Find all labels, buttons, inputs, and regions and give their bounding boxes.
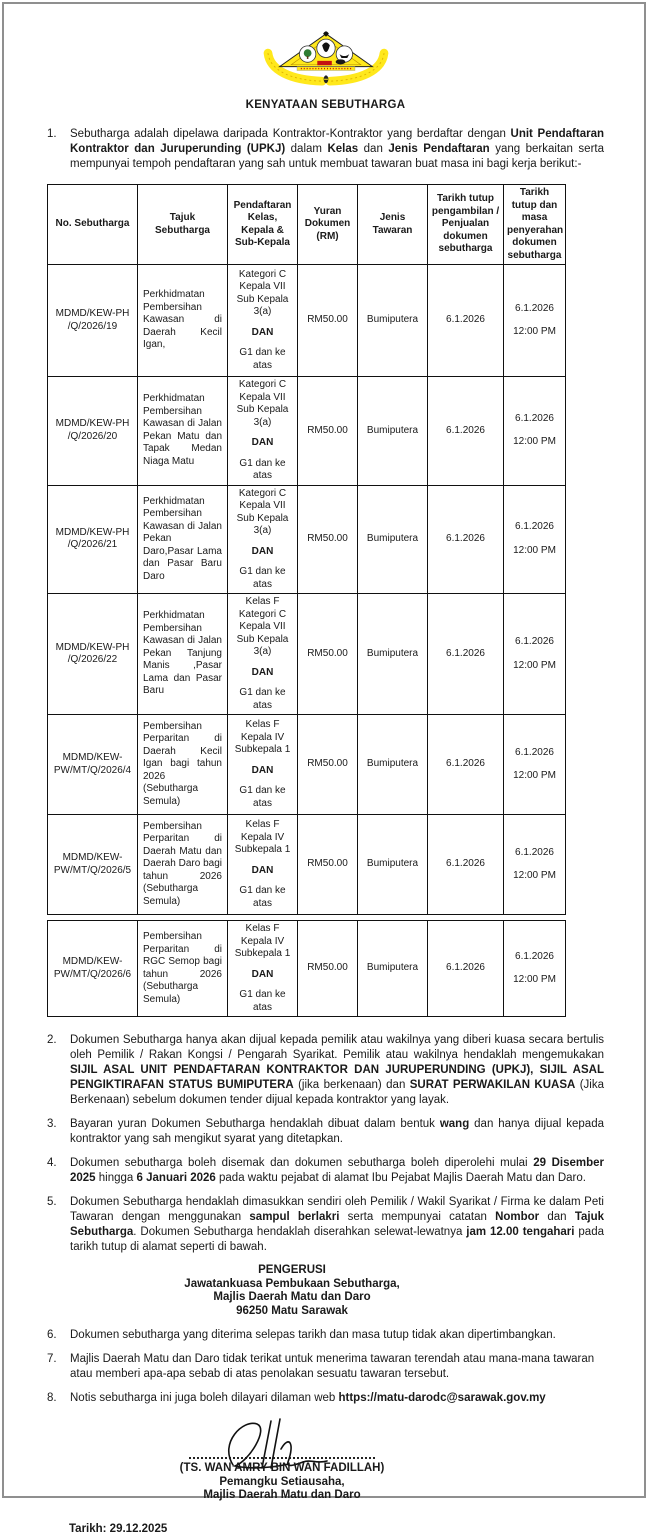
cell-pendaftaran-kelas	[228, 921, 298, 1017]
address-line-3: Majlis Daerah Matu dan Daro	[213, 1291, 371, 1303]
table-row-1	[48, 265, 566, 377]
item-text: Bayaran yuran Dokumen Sebutharga hendaklah dibuat dalam bentuk wang dan hanya dijual kepada kontraktor yang sah mengikut syarat yang ditetapkan.	[70, 1118, 604, 1145]
kelas-line: Kelas F Kepala IV Subkepala 1	[234, 719, 291, 755]
date-line: Tarikh: 29.12.2025	[69, 1522, 168, 1535]
cell-tarikh-penyerahan	[504, 377, 566, 486]
council-crest-icon	[257, 28, 395, 86]
table-header-cell-2: Tajuk Sebutharga	[138, 185, 228, 265]
cell-no-sebutharga: MDMD/KEW-PH /Q/2026/19	[48, 265, 138, 377]
cell-tajuk: Perkhidmatan Pembersihan Kawasan di Daerah Kecil Igan,	[138, 265, 228, 377]
masa-serah: 12:00 PM	[513, 974, 556, 985]
cell-jenis-tawaran: Bumiputera	[358, 715, 428, 815]
table-header-cell-1: No. Sebutharga	[48, 185, 138, 265]
kelas-line: Kelas F Kepala IV Subkepala 1	[234, 923, 291, 959]
kelas-line: Kategori C Kepala VII Sub Kepala 3(a)	[236, 487, 289, 536]
cell-tarikh-jualan: 6.1.2026	[428, 921, 504, 1017]
cell-no-sebutharga: MDMD/KEW-PW/MT/Q/2026/4	[48, 715, 138, 815]
list-item-1	[47, 127, 604, 172]
cell-tajuk: Pembersihan Perparitan di RGC Semop bagi tahun 2026 (Sebutharga Semula)	[138, 921, 228, 1017]
item-number: 4.	[47, 1157, 57, 1169]
cell-yuran: RM50.00	[298, 594, 358, 715]
cell-yuran: RM50.00	[298, 485, 358, 594]
masa-serah: 12:00 PM	[513, 659, 556, 671]
item-text: Dokumen sebutharga boleh disemak dan dokumen sebutharga boleh diperolehi mulai 29 Disember 2025 hingga 6 Januari 2026 pada waktu pejabat di alamat Ibu Pejabat Majlis Daerah Matu dan Daro.	[70, 1157, 605, 1184]
masa-serah: 12:00 PM	[513, 544, 556, 556]
cell-pendaftaran-kelas	[228, 715, 298, 815]
cell-tarikh-penyerahan	[504, 815, 566, 915]
kelas-line: G1 dan ke atas	[239, 566, 286, 590]
masa-serah: 12:00 PM	[513, 770, 556, 781]
kelas-dan: DAN	[251, 326, 274, 338]
cell-tarikh-jualan: 6.1.2026	[428, 715, 504, 815]
cell-jenis-tawaran: Bumiputera	[358, 377, 428, 486]
kelas-line: G1 dan ke atas	[239, 785, 286, 809]
item-text: Notis sebutharga ini juga boleh dilayari dilaman web https://matu-darodc@sarawak.gov.my	[70, 1392, 546, 1404]
table-row-4	[48, 594, 566, 715]
kelas-line: G1 dan ke atas	[239, 885, 286, 909]
address-block	[47, 1264, 537, 1318]
tarikh-serah: 6.1.2026	[515, 636, 554, 647]
cell-yuran: RM50.00	[298, 265, 358, 377]
table-row-5	[48, 715, 566, 815]
table-header-cell-5: Jenis Tawaran	[358, 185, 428, 265]
cell-tarikh-penyerahan	[504, 485, 566, 594]
address-line-1: PENGERUSI	[258, 1264, 326, 1276]
item-number: 3.	[47, 1118, 57, 1130]
item-number: 8.	[47, 1392, 57, 1404]
cell-jenis-tawaran: Bumiputera	[358, 921, 428, 1017]
kelas-line: Kelas F Kepala IV Subkepala 1	[234, 819, 291, 855]
cell-tarikh-penyerahan	[504, 715, 566, 815]
cell-tajuk: Pembersihan Perparitan di Daerah Matu dan Daerah Daro bagi tahun 2026 (Sebutharga Semula)	[138, 815, 228, 915]
tender-table-continued	[47, 920, 566, 1017]
list-item-8	[47, 1391, 604, 1406]
table-header-cell-6: Tarikh tutup pengambilan / Penjualan dokumen sebutharga	[428, 185, 504, 265]
kelas-dan: DAN	[251, 437, 274, 448]
cell-tarikh-penyerahan	[504, 594, 566, 715]
notice-body	[47, 127, 604, 1406]
kelas-line: G1 dan ke atas	[239, 687, 286, 711]
cell-yuran: RM50.00	[298, 715, 358, 815]
item-text: Dokumen sebutharga yang diterima selepas tarikh dan masa tutup tidak akan dipertimbangkan.	[70, 1329, 556, 1341]
cell-pendaftaran-kelas	[228, 377, 298, 486]
list-item-2	[47, 1033, 604, 1108]
table-header-cell-4: Yuran Dokumen (RM)	[298, 185, 358, 265]
kelas-line: G1 dan ke atas	[239, 457, 286, 481]
cell-yuran: RM50.00	[298, 377, 358, 486]
item-number: 5.	[47, 1196, 57, 1208]
cell-pendaftaran-kelas	[228, 594, 298, 715]
page-title: KENYATAAN SEBUTHARGA	[245, 99, 406, 111]
kelas-dan: DAN	[251, 764, 274, 776]
kelas-dan: DAN	[251, 545, 274, 557]
cell-pendaftaran-kelas	[228, 265, 298, 377]
cell-jenis-tawaran: Bumiputera	[358, 265, 428, 377]
cell-no-sebutharga: MDMD/KEW-PH /Q/2026/22	[48, 594, 138, 715]
list-item-4	[47, 1156, 604, 1186]
kelas-line: Kategori C Kepala VII Sub Kepala 3(a)	[236, 268, 289, 318]
list-item-3	[47, 1117, 604, 1147]
item-number: 1.	[47, 128, 57, 140]
cell-tarikh-jualan: 6.1.2026	[428, 485, 504, 594]
cell-no-sebutharga: MDMD/KEW-PW/MT/Q/2026/5	[48, 815, 138, 915]
cell-tarikh-jualan: 6.1.2026	[428, 265, 504, 377]
list-item-6	[47, 1328, 604, 1343]
tender-table	[47, 184, 604, 1017]
kelas-line: Kategori C Kepala VII Sub Kepala 3(a)	[236, 379, 289, 428]
tarikh-serah: 6.1.2026	[515, 521, 554, 533]
item-number: 7.	[47, 1353, 57, 1365]
cell-no-sebutharga: MDMD/KEW-PH /Q/2026/21	[48, 485, 138, 594]
cell-jenis-tawaran: Bumiputera	[358, 485, 428, 594]
header-logo	[47, 28, 604, 91]
table-row-6	[48, 815, 566, 915]
masa-serah: 12:00 PM	[513, 870, 556, 881]
address-line-2: Jawatankuasa Pembukaan Sebutharga,	[184, 1277, 400, 1290]
list-item-7	[47, 1352, 604, 1382]
cell-tarikh-penyerahan	[504, 265, 566, 377]
signature-block	[47, 1415, 517, 1503]
tender-table-main	[47, 184, 566, 915]
cell-tarikh-penyerahan	[504, 921, 566, 1017]
item-text: Dokumen Sebutharga hendaklah dimasukkan sendiri oleh Pemilik / Wakil Syarikat / Firma ke dalam Peti Tawaran dengan menggunakan sampul berlakri serta mempunyai catatan Nombor dan Tajuk Sebutharga. Dokumen Sebutharga hendaklah diserahkan selewat-lewatnya jam 12.00 tengahari pada tarikh tutup di alamat seperti di bawah.	[70, 1196, 604, 1253]
cell-tajuk: Pembersihan Perparitan di Daerah Kecil Igan bagi tahun 2026 (Sebutharga Semula)	[138, 715, 228, 815]
cell-no-sebutharga: MDMD/KEW-PW/MT/Q/2026/6	[48, 921, 138, 1017]
tarikh-serah: 6.1.2026	[515, 412, 554, 424]
masa-serah: 12:00 PM	[513, 436, 556, 448]
cell-no-sebutharga: MDMD/KEW-PH /Q/2026/20	[48, 377, 138, 486]
table-row-7	[48, 921, 566, 1017]
item-text: Dokumen Sebutharga hanya akan dijual kepada pemilik atau wakilnya yang diberi kuasa secara bertulis oleh Pemilik / Rakan Kongsi / Pengarah Syarikat. Pemilik atau wakilnya hendaklah mengemukakan SIJIL ASAL UNIT PENDAFTARAN KONTRAKTOR DAN JURUPERUNDING (UPKJ), SIJIL ASAL PENGIKTIRAFAN STATUS BUMIPUTERA (jika berkenaan) dan SURAT PERWAKILAN KUASA (Jika Berkenaan) sebelum dokumen tender dijual kepada kontraktor yang layak.	[70, 1034, 604, 1106]
item-number: 2.	[47, 1034, 57, 1046]
signatory-title: Pemangku Setiausaha,	[219, 1475, 345, 1488]
item-text: Majlis Daerah Matu dan Daro tidak terikat untuk menerima tawaran terendah atau mana-mana tawaran atau memberi apa-apa sebab di atas penolakan sesuatu tawaran tersebut.	[70, 1353, 595, 1380]
tarikh-serah: 6.1.2026	[515, 846, 554, 858]
cell-pendaftaran-kelas	[228, 815, 298, 915]
cell-tajuk: Perkhidmatan Pembersihan Kawasan di Jalan Pekan Tanjung Manis ,Pasar Lama dan Pasar Baru	[138, 594, 228, 715]
kelas-line: G1 dan ke atas	[239, 989, 286, 1013]
kelas-dan: DAN	[251, 864, 274, 876]
table-header-row	[48, 185, 566, 265]
signatory-organisation: Majlis Daerah Matu dan Daro	[203, 1489, 361, 1501]
tarikh-serah: 6.1.2026	[515, 746, 554, 758]
cell-jenis-tawaran: Bumiputera	[358, 594, 428, 715]
tarikh-serah: 6.1.2026	[515, 302, 554, 314]
item-number: 6.	[47, 1329, 57, 1341]
kelas-dan: DAN	[251, 968, 274, 980]
table-header-cell-3: Pendaftaran Kelas, Kepala & Sub-Kepala	[228, 185, 298, 265]
cell-tarikh-jualan: 6.1.2026	[428, 594, 504, 715]
table-header-cell-7: Tarikh tutup dan masa penyerahan dokumen sebutharga	[504, 185, 566, 265]
address-line-4: 96250 Matu Sarawak	[236, 1304, 348, 1317]
cell-tarikh-jualan: 6.1.2026	[428, 377, 504, 486]
cell-pendaftaran-kelas	[228, 485, 298, 594]
masa-serah: 12:00 PM	[513, 326, 556, 337]
cell-yuran: RM50.00	[298, 815, 358, 915]
table-row-3	[48, 485, 566, 594]
cell-yuran: RM50.00	[298, 921, 358, 1017]
cell-tarikh-jualan: 6.1.2026	[428, 815, 504, 915]
signature-dotted-line	[189, 1457, 375, 1459]
kelas-line: G1 dan ke atas	[239, 347, 286, 371]
notice-page	[2, 2, 646, 1535]
cell-tajuk: Perkhidmatan Pembersihan Kawasan di Jalan Pekan Matu dan Tapak Medan Niaga Matu	[138, 377, 228, 486]
cell-tajuk: Perkhidmatan Pembersihan Kawasan di Jalan Pekan Daro,Pasar Lama dan Pasar Baru Daro	[138, 485, 228, 594]
list-item-5	[47, 1195, 604, 1255]
cell-jenis-tawaran: Bumiputera	[358, 815, 428, 915]
signatory-name: (TS. WAN AMRY BIN WAN FADILLAH)	[179, 1462, 385, 1474]
tarikh-serah: 6.1.2026	[515, 950, 554, 962]
item-text: Sebutharga adalah dipelawa daripada Kontraktor-Kontraktor yang berdaftar dengan Unit Pendaftaran Kontraktor dan Juruperunding (UPKJ) dalam Kelas dan Jenis Pendaftaran yang berkaitan serta mempunyai tempoh pendaftaran yang sah untuk membuat tawaran buat masa ini bagi kerja berikut:-	[70, 128, 605, 170]
table-row-2	[48, 377, 566, 486]
kelas-line: Kelas F Kategori C Kepala VII Sub Kepala 3(a)	[236, 596, 289, 657]
kelas-dan: DAN	[251, 666, 274, 678]
